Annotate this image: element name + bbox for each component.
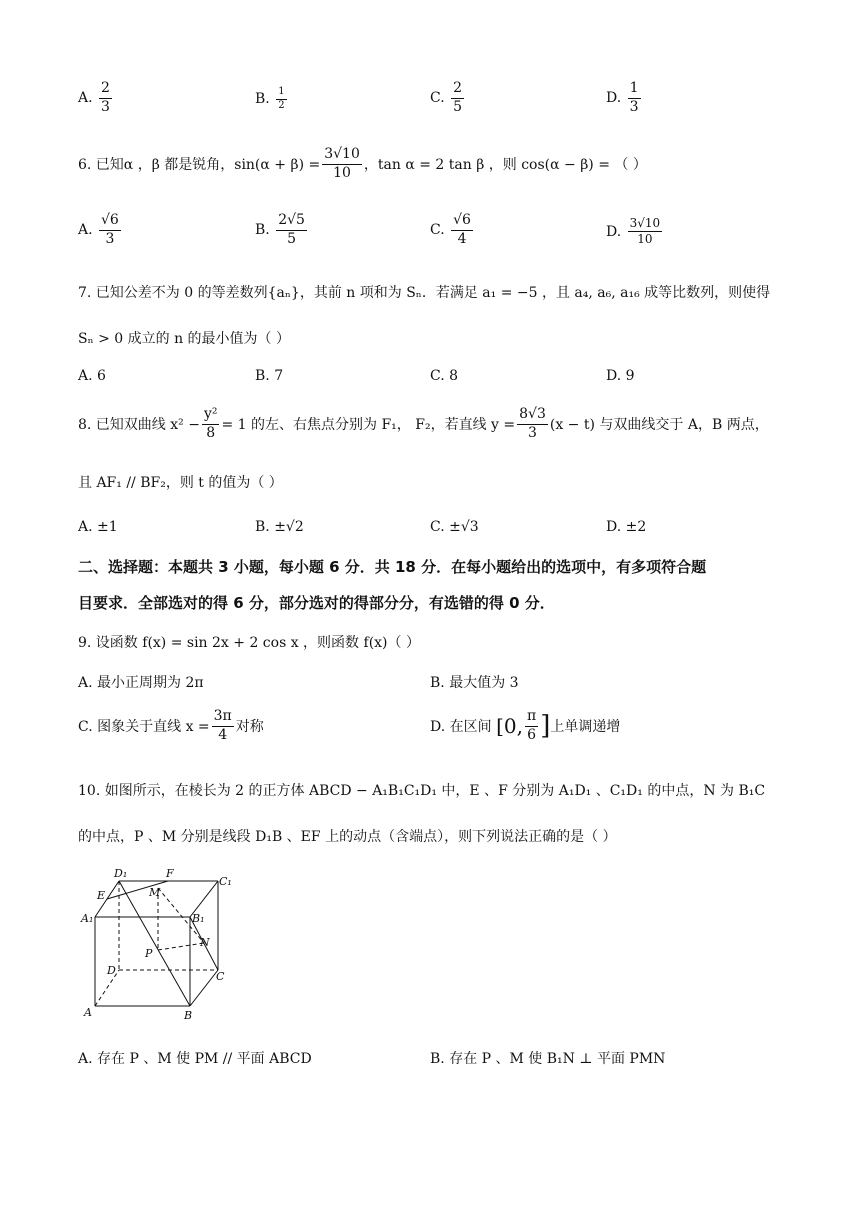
q10-option-b: B. 存在 P 、M 使 B₁N ⊥ 平面 PMN	[430, 1051, 666, 1067]
q9-option-d: D. 在区间 [0, $\frac{\pi}{6}$ ] 上单调递增	[430, 708, 621, 743]
section-2-heading-line2: 目要求．全部选对的得 6 分，部分选对的得部分分，有选错的得 0 分．	[78, 594, 555, 612]
label-f: F	[166, 867, 174, 880]
q8-option-c: C. ±√3	[430, 519, 479, 535]
q5-option-d: D. $\frac{1}{3}$	[606, 80, 639, 115]
q7-option-b: B. 7	[255, 368, 284, 384]
question-8-line2: 且 AF₁ // BF₂，则 t 的值为（ ）	[78, 475, 283, 491]
q8-option-a: A. ±1	[78, 519, 118, 535]
q5-option-c: C. $\frac{2}{5}$	[430, 80, 463, 115]
question-8-stem: 8. 已知双曲线 x² − $\frac{\text{y²}}{8}$ = 1 的左、右焦点分别为 F₁， F₂，若直线 y = $\frac{8√3}{3}$ (x − t) 与双曲线交于 A，B 两点，	[78, 406, 769, 441]
q7-option-d: D. 9	[606, 368, 635, 384]
q5-option-b: B. $\frac{1}{2}$	[255, 86, 285, 111]
q8-option-b: B. ±√2	[255, 519, 304, 535]
question-7-line2: Sₙ > 0 成立的 n 的最小值为（ ）	[78, 331, 291, 347]
q6-option-a: A. $\frac{√6}{3}$	[78, 212, 119, 247]
q5-option-a: A. $\frac{2}{3}$	[78, 80, 110, 115]
question-10-line1: 10. 如图所示，在棱长为 2 的正方体 ABCD − A₁B₁C₁D₁ 中，E 、F 分别为 A₁D₁ 、C₁D₁ 的中点，N 为 B₁C	[78, 783, 766, 799]
label-a1: A₁	[81, 912, 94, 925]
cube-figure	[78, 866, 248, 1026]
hidden-segment-p-n	[158, 943, 204, 950]
label-b1: B₁	[192, 912, 205, 925]
q9-option-c: C. 图象关于直线 x = $\frac{3\pi}{4}$ 对称	[78, 708, 264, 743]
label-a: A	[84, 1006, 92, 1019]
label-d: D	[107, 964, 116, 977]
q8-option-d: D. ±2	[606, 519, 647, 535]
edge-b-c	[190, 970, 218, 1006]
label-m: M	[149, 886, 161, 899]
q6-option-c: C. $\frac{√6}{4}$	[430, 212, 471, 247]
label-c1: C₁	[219, 875, 232, 888]
question-6-stem: 6. 已知α ，β 都是锐角，sin(α + β) = $\frac{3√10}{10}$ ，tan α = 2 tan β ，则 cos(α − β) = （ ）	[78, 146, 647, 181]
question-10-line2: 的中点，P 、M 分别是线段 D₁B 、EF 上的动点（含端点），则下列说法正确的是（ ）	[78, 829, 617, 845]
label-b: B	[184, 1009, 193, 1022]
label-n: N	[200, 936, 210, 949]
q7-option-c: C. 8	[430, 368, 459, 384]
label-e: E	[97, 889, 106, 902]
question-7-line1: 7. 已知公差不为 0 的等差数列{aₙ}，其前 n 项和为 Sₙ．若满足 a₁ = −5 ，且 a₄, a₆, a₁₆ 成等比数列，则使得	[78, 285, 771, 301]
q6-option-d: D. $\frac{3√10}{10}$	[606, 216, 661, 246]
segment-d1-b	[119, 881, 190, 1006]
label-c: C	[216, 970, 225, 983]
q7-option-a: A. 6	[78, 368, 106, 384]
q9-option-a: A. 最小正周期为 2π	[78, 675, 204, 691]
label-d1: D₁	[114, 867, 128, 880]
section-2-heading-line1: 二、选择题：本题共 3 小题，每小题 6 分．共 18 分．在每小题给出的选项中，有多项符合题	[78, 558, 707, 576]
q6-option-b: B. $\frac{2√5}{5}$	[255, 212, 305, 247]
question-9-stem: 9. 设函数 f(x) = sin 2x + 2 cos x ，则函数 f(x)（ ）	[78, 635, 420, 651]
q10-option-a: A. 存在 P 、M 使 PM // 平面 ABCD	[78, 1051, 312, 1067]
q9-option-b: B. 最大值为 3	[430, 675, 519, 691]
label-p: P	[145, 947, 153, 960]
